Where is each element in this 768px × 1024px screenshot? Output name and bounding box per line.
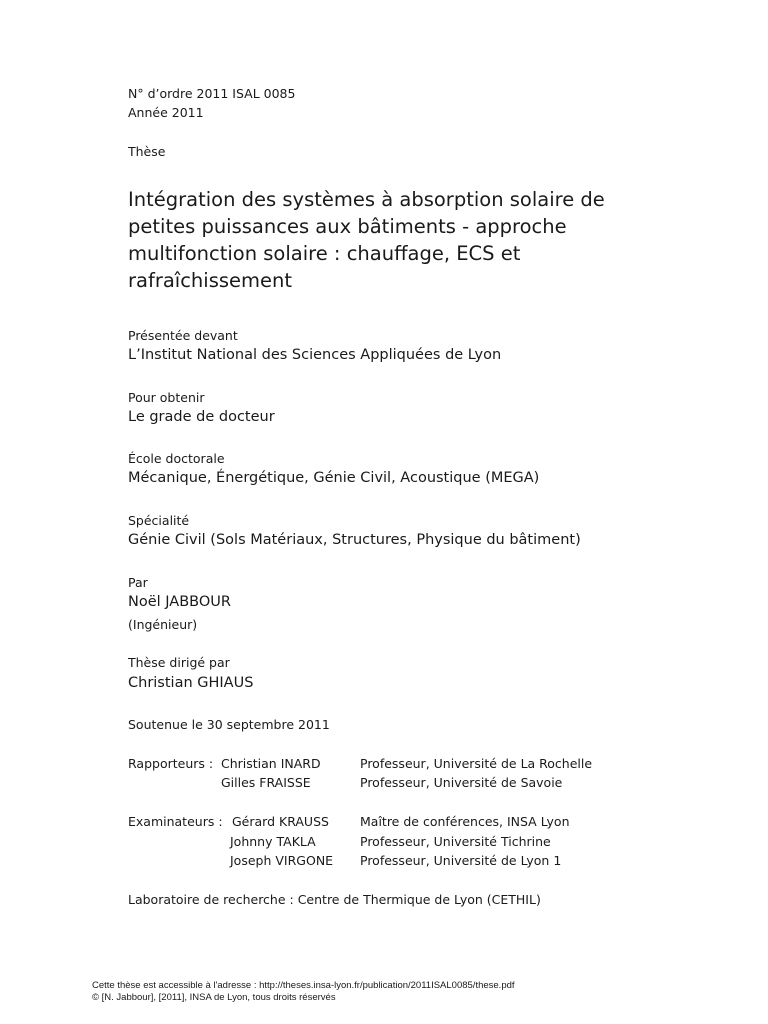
title-line: multifonction solaire : chauffage, ECS et [128,242,521,265]
title-line: rafraîchissement [128,269,293,292]
director-label: Thèse dirigé par [128,655,230,670]
examinateurs-label: Examinateurs : [128,814,223,829]
presented-value: L’Institut National des Sciences Appliquées de Lyon [128,347,502,363]
jury-member-name: Christian INARD [221,756,321,771]
jury-member-affiliation: Maître de conférences, INSA Lyon [360,814,570,829]
title-line: petites puissances aux bâtiments - approche [128,215,567,238]
document-type: Thèse [128,144,166,159]
rapporteurs-label: Rapporteurs : [128,756,214,771]
specialty-label: Spécialité [128,513,190,528]
defense-date: Soutenue le 30 septembre 2011 [128,717,330,732]
by-label: Par [128,575,148,590]
laboratory: Laboratoire de recherche : Centre de Thermique de Lyon (CETHIL) [128,892,541,907]
jury-member-name: Gilles FRAISSE [221,775,311,790]
jury-member-affiliation: Professeur, Université de Lyon 1 [360,853,562,868]
jury-member-affiliation: Professeur, Université de La Rochelle [360,756,593,771]
jury-member-affiliation: Professeur, Université Tichrine [360,834,551,849]
obtain-value: Le grade de docteur [128,409,275,425]
presented-label: Présentée devant [128,328,238,343]
thesis-title [128,186,688,294]
jury-member-name: Joseph VIRGONE [230,853,334,868]
title-line: Intégration des systèmes à absorption solaire de [128,188,605,211]
jury-member-affiliation: Professeur, Université de Savoie [360,775,563,790]
footer-access-url: Cette thèse est accessible à l'adresse : http://theses.insa-lyon.fr/publication/2011ISAL0085/these.pdf [92,980,515,991]
year: Année 2011 [128,105,204,120]
jury-member-name: Johnny TAKLA [230,834,316,849]
obtain-label: Pour obtenir [128,390,205,405]
school-value: Mécanique, Énergétique, Génie Civil, Acoustique (MEGA) [128,470,540,486]
specialty-value: Génie Civil (Sols Matériaux, Structures, Physique du bâtiment) [128,532,581,548]
author-name: Noël JABBOUR [128,594,231,610]
order-number: N° d’ordre 2011 ISAL 0085 [128,86,296,101]
school-label: École doctorale [128,451,225,466]
author-title: (Ingénieur) [128,617,198,632]
jury-member-name: Gérard KRAUSS [232,814,329,829]
footer-copyright: © [N. Jabbour], [2011], INSA de Lyon, tous droits réservés [92,992,336,1003]
director-name: Christian GHIAUS [128,675,254,691]
